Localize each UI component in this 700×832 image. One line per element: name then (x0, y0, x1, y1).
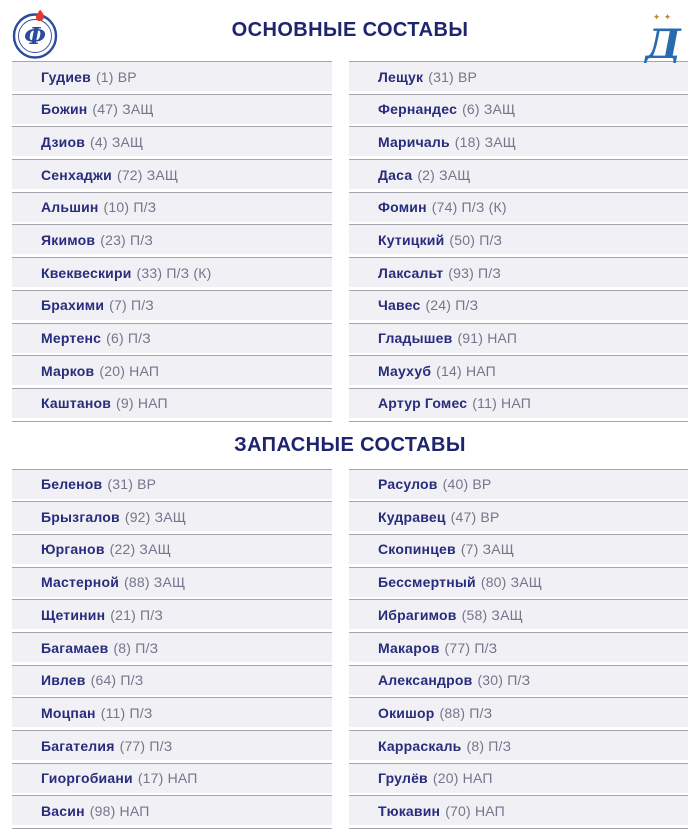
main-home-list (12, 61, 332, 422)
player-row (12, 388, 332, 418)
reserve-home-list (12, 469, 332, 830)
reserve-lineups-section (0, 469, 700, 830)
player-name: Даса (378, 166, 413, 183)
player-row (12, 567, 332, 597)
player-number-position: (64) П/З (90, 672, 144, 689)
player-number-position: (50) П/З (449, 231, 503, 248)
player-name: Кудравец (378, 508, 446, 525)
player-name: Расулов (378, 476, 438, 493)
player-row (349, 665, 688, 695)
player-row (12, 323, 332, 353)
player-row (349, 599, 688, 629)
player-number-position: (17) НАП (137, 770, 198, 787)
player-row (349, 257, 688, 287)
player-row (12, 501, 332, 531)
list-bottom-divider (349, 828, 688, 829)
player-name: Фернандес (378, 101, 458, 118)
player-row (12, 665, 332, 695)
main-lineups-section (0, 61, 700, 422)
player-number-position: (31) ВР (107, 476, 157, 493)
list-bottom-divider (12, 828, 332, 829)
player-row (349, 323, 688, 353)
player-row (12, 224, 332, 254)
player-number-position: (88) П/З (439, 704, 493, 721)
player-name: Ибрагимов (378, 606, 457, 623)
player-name: Беленов (41, 476, 103, 493)
player-number-position: (6) ЗАЩ (462, 101, 516, 118)
player-name: Дзиов (41, 133, 86, 150)
player-number-position: (80) ЗАЩ (480, 574, 543, 591)
player-number-position: (6) П/З (106, 330, 151, 346)
player-row (349, 567, 688, 597)
player-row (12, 290, 332, 320)
player-row (12, 697, 332, 727)
player-row (349, 697, 688, 727)
player-name: Чавес (378, 297, 421, 314)
player-name: Юрганов (41, 541, 105, 558)
player-number-position: (23) П/З (100, 231, 154, 248)
player-row (349, 94, 688, 124)
header (0, 0, 700, 61)
player-number-position: (74) П/З (К) (431, 199, 507, 216)
dynamo-crest-svg (641, 11, 685, 63)
player-number-position: (31) ВР (428, 68, 478, 85)
player-number-position: (92) ЗАЩ (124, 508, 187, 525)
reserve-title-block (0, 422, 700, 469)
player-name: Фомин (378, 199, 427, 216)
main-lineups-title: ОСНОВНЫЕ СОСТАВЫ (231, 19, 469, 41)
player-row (349, 795, 688, 825)
player-name: Щетинин (41, 606, 106, 623)
player-row (349, 224, 688, 254)
player-name: Багателия (41, 737, 115, 754)
player-row (349, 632, 688, 662)
reserve-away-list (349, 469, 688, 830)
player-name: Тюкавин (378, 802, 441, 819)
fakel-crest-icon (12, 9, 60, 64)
player-number-position: (11) НАП (472, 395, 531, 412)
player-name: Брахими (41, 297, 105, 314)
player-row (349, 192, 688, 222)
player-number-position: (91) НАП (457, 330, 518, 346)
player-row (12, 534, 332, 564)
player-row (349, 159, 688, 189)
player-row (349, 534, 688, 564)
player-row (12, 795, 332, 825)
player-row (349, 290, 688, 320)
player-number-position: (8) П/З (113, 639, 159, 656)
player-row (349, 126, 688, 156)
player-row (12, 763, 332, 793)
player-row (12, 192, 332, 222)
player-name: Маричаль (378, 133, 450, 150)
player-row (12, 632, 332, 662)
player-number-position: (47) ВР (450, 508, 500, 525)
player-number-position: (72) ЗАЩ (116, 166, 179, 183)
player-name: Сенхаджи (41, 166, 112, 183)
player-row (12, 61, 332, 91)
svg-text:Ф: Ф (24, 23, 46, 50)
player-number-position: (21) П/З (110, 606, 164, 623)
player-name: Маухуб (378, 362, 432, 379)
player-name: Скопинцев (378, 541, 456, 558)
player-name: Лаксальт (378, 264, 444, 281)
player-number-position: (70) НАП (445, 802, 505, 819)
player-number-position: (11) П/З (100, 704, 153, 721)
svg-text:Д: Д (645, 21, 681, 63)
player-number-position: (58) ЗАЩ (461, 606, 523, 623)
player-row (349, 388, 688, 418)
player-name: Окишор (378, 704, 435, 721)
player-row (12, 469, 332, 499)
player-row (12, 94, 332, 124)
player-number-position: (14) НАП (436, 362, 496, 379)
player-name: Бессмертный (378, 574, 476, 591)
player-name: Альшин (41, 199, 99, 216)
player-number-position: (7) ЗАЩ (460, 541, 515, 558)
player-row (12, 355, 332, 385)
fakel-crest-svg (12, 9, 60, 59)
player-row (12, 159, 332, 189)
player-row (349, 469, 688, 499)
player-number-position: (4) ЗАЩ (90, 133, 144, 150)
player-row (349, 730, 688, 760)
player-number-position: (40) ВР (442, 476, 492, 493)
player-number-position: (7) П/З (109, 297, 154, 314)
player-row (349, 355, 688, 385)
player-number-position: (30) П/З (477, 672, 531, 689)
player-row (12, 257, 332, 287)
player-name: Макаров (378, 639, 440, 656)
player-name: Васин (41, 802, 85, 819)
player-number-position: (20) НАП (99, 362, 160, 379)
player-number-position: (18) ЗАЩ (454, 133, 517, 150)
player-name: Гиоргобиани (41, 770, 133, 787)
player-name: Артур Гомес (378, 395, 468, 412)
player-number-position: (88) ЗАЩ (124, 574, 186, 591)
player-number-position: (47) ЗАЩ (92, 101, 154, 118)
list-bottom-divider (349, 421, 688, 422)
player-row (349, 61, 688, 91)
reserve-lineups-title: ЗАПАСНЫЕ СОСТАВЫ (234, 433, 466, 456)
player-name: Багамаев (41, 639, 109, 656)
player-number-position: (77) П/З (119, 737, 173, 754)
player-name: Мертенс (41, 330, 102, 346)
player-row (12, 730, 332, 760)
player-number-position: (77) П/З (444, 639, 498, 656)
player-name: Кутицкий (378, 231, 445, 248)
player-name: Мастерной (41, 574, 120, 591)
player-name: Квеквескири (41, 264, 132, 281)
player-name: Марков (41, 362, 95, 379)
player-name: Карраскаль (378, 737, 462, 754)
player-name: Грулёв (378, 770, 428, 787)
svg-text:✦: ✦ (663, 12, 672, 22)
player-name: Гладышев (378, 330, 453, 346)
svg-text:✦: ✦ (652, 12, 661, 22)
player-number-position: (33) П/З (К) (136, 264, 212, 281)
player-name: Моцпан (41, 704, 96, 721)
player-name: Брызгалов (41, 508, 120, 525)
list-bottom-divider (12, 421, 332, 422)
player-name: Ивлев (41, 672, 86, 689)
player-number-position: (22) ЗАЩ (109, 541, 171, 558)
player-number-position: (1) ВР (95, 68, 137, 85)
player-number-position: (10) П/З (103, 199, 157, 216)
player-number-position: (9) НАП (116, 395, 168, 412)
player-number-position: (8) П/З (466, 737, 512, 754)
player-row (12, 599, 332, 629)
player-name: Божин (41, 101, 88, 118)
player-row (12, 126, 332, 156)
player-number-position: (2) ЗАЩ (417, 166, 471, 183)
player-name: Гудиев (41, 68, 91, 85)
player-row (349, 501, 688, 531)
player-name: Александров (378, 672, 473, 689)
player-number-position: (93) П/З (448, 264, 502, 281)
player-name: Лещук (378, 68, 424, 85)
player-number-position: (98) НАП (89, 802, 150, 819)
player-number-position: (20) НАП (432, 770, 493, 787)
player-name: Каштанов (41, 395, 112, 412)
main-away-list (349, 61, 688, 422)
player-row (349, 763, 688, 793)
dynamo-crest-icon (641, 11, 685, 68)
player-name: Якимов (41, 231, 96, 248)
player-number-position: (24) П/З (425, 297, 479, 314)
